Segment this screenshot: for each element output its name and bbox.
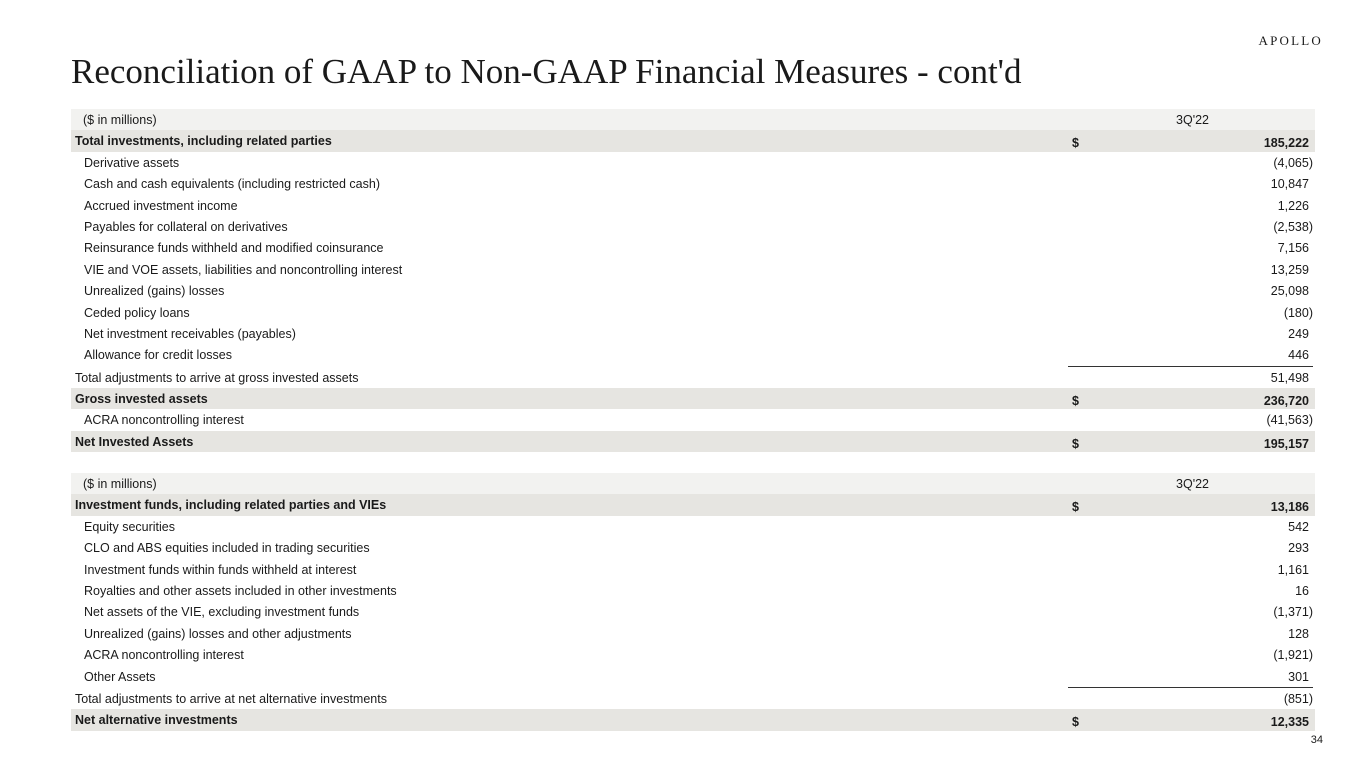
table-row-derivative-assets <box>71 152 1315 173</box>
table-row-accrued-investment-income <box>71 195 1315 216</box>
row-value: 542 <box>1288 519 1309 534</box>
row-value: (2,538) <box>1273 219 1313 234</box>
table-row-cash-and-cash-equivalents-including-restricted-cash <box>71 173 1315 194</box>
table-row-reinsurance-funds-withheld-and-modified-coinsurance <box>71 237 1315 258</box>
table-row-acra-noncontrolling-interest <box>71 409 1315 430</box>
table-row-other-assets <box>71 666 1315 687</box>
currency-symbol: $ <box>1072 500 1079 515</box>
row-label: Accrued investment income <box>84 198 238 213</box>
table-header-row <box>71 473 1315 494</box>
unit-label: ($ in millions) <box>83 113 157 127</box>
table-row-vie-and-voe-assets-liabilities-and-noncontrolling-interest <box>71 259 1315 280</box>
table-row-investment-funds-including-related-parties-and-vies <box>71 494 1315 515</box>
row-value: (41,563) <box>1266 413 1313 428</box>
row-value: (1,921) <box>1273 648 1313 663</box>
table-body <box>71 494 1315 730</box>
row-value: 1,161 <box>1277 562 1309 577</box>
table-row-payables-for-collateral-on-derivatives <box>71 216 1315 237</box>
row-label: Total adjustments to arrive at gross invested assets <box>75 370 359 385</box>
row-value: (1,371) <box>1273 605 1313 620</box>
row-label: Payables for collateral on derivatives <box>84 219 288 234</box>
row-value: 128 <box>1288 626 1309 641</box>
currency-symbol: $ <box>1072 436 1079 451</box>
row-value: 16 <box>1295 583 1309 598</box>
table-row-unrealized-gains-losses <box>71 280 1315 301</box>
row-label: ACRA noncontrolling interest <box>84 648 244 663</box>
table-row-total-adjustments-to-arrive-at-net-alternative-investments <box>71 688 1315 709</box>
row-label: Ceded policy loans <box>84 305 190 320</box>
row-label: Derivative assets <box>84 155 180 170</box>
row-label: Gross invested assets <box>75 392 208 407</box>
currency-symbol: $ <box>1072 394 1079 409</box>
period-header: 3Q'22 <box>1176 477 1209 491</box>
row-value: 249 <box>1288 326 1309 341</box>
row-value: 13,259 <box>1270 262 1309 277</box>
row-value: (4,065) <box>1273 155 1313 170</box>
table-header-row <box>71 109 1315 130</box>
page-number: 34 <box>1310 734 1323 746</box>
row-value: 1,226 <box>1277 198 1309 213</box>
apollo-logo: APOLLO <box>1258 33 1323 48</box>
row-label: Other Assets <box>84 669 156 684</box>
table-row-total-adjustments-to-arrive-at-gross-invested-assets <box>71 367 1315 388</box>
row-label: CLO and ABS equities included in trading securities <box>84 541 370 556</box>
page-title: Reconciliation of GAAP to Non-GAAP Financial Measures - cont'd <box>71 52 1022 91</box>
row-label: Cash and cash equivalents (including restricted cash) <box>84 177 380 192</box>
table-row-clo-and-abs-equities-included-in-trading-securities <box>71 537 1315 558</box>
row-label: Reinsurance funds withheld and modified coinsurance <box>84 241 384 256</box>
row-value: 446 <box>1288 348 1309 363</box>
row-value: 12,335 <box>1270 715 1309 730</box>
row-label: Investment funds, including related parties and VIEs <box>75 498 387 513</box>
row-value: 25,098 <box>1270 284 1309 299</box>
table-body <box>71 130 1315 452</box>
row-value: (851) <box>1283 691 1313 706</box>
row-label: Total adjustments to arrive at net alternative investments <box>75 691 387 706</box>
table-row-net-alternative-investments <box>71 709 1315 730</box>
row-value: 7,156 <box>1277 241 1309 256</box>
table-row-net-invested-assets <box>71 431 1315 452</box>
row-label: VIE and VOE assets, liabilities and noncontrolling interest <box>84 262 403 277</box>
row-label: Net assets of the VIE, excluding investment funds <box>84 605 360 620</box>
row-value: 293 <box>1288 541 1309 556</box>
table-row-allowance-for-credit-losses <box>71 344 1315 365</box>
table-row-ceded-policy-loans <box>71 302 1315 323</box>
row-label: Investment funds within funds withheld at interest <box>84 562 357 577</box>
table-row-investment-funds-within-funds-withheld-at-interest <box>71 559 1315 580</box>
table-row-net-investment-receivables-payables <box>71 323 1315 344</box>
row-value: 13,186 <box>1270 500 1309 515</box>
row-value: 51,498 <box>1270 370 1309 385</box>
row-value: 236,720 <box>1263 394 1309 409</box>
row-label: ACRA noncontrolling interest <box>84 413 244 428</box>
row-label: Net Invested Assets <box>75 434 194 449</box>
table-row-royalties-and-other-assets-included-in-other-investments <box>71 580 1315 601</box>
table-row-acra-noncontrolling-interest <box>71 644 1315 665</box>
row-label: Unrealized (gains) losses <box>84 284 225 299</box>
row-label: Net investment receivables (payables) <box>84 326 296 341</box>
row-value: 10,847 <box>1270 177 1309 192</box>
net-alternative-investments-table <box>71 473 1315 731</box>
table-row-net-assets-of-the-vie-excluding-investment-funds <box>71 601 1315 622</box>
period-header: 3Q'22 <box>1176 113 1209 127</box>
row-label: Total investments, including related parties <box>75 134 332 149</box>
row-label: Net alternative investments <box>75 713 238 728</box>
gross-invested-assets-table <box>71 109 1315 452</box>
row-value: 185,222 <box>1263 136 1309 151</box>
row-label: Allowance for credit losses <box>84 348 232 363</box>
table-row-unrealized-gains-losses-and-other-adjustments <box>71 623 1315 644</box>
row-value: (180) <box>1283 305 1313 320</box>
row-label: Unrealized (gains) losses and other adjustments <box>84 626 352 641</box>
table-row-gross-invested-assets <box>71 388 1315 409</box>
row-label: Equity securities <box>84 519 176 534</box>
currency-symbol: $ <box>1072 136 1079 151</box>
unit-label: ($ in millions) <box>83 477 157 491</box>
row-value: 301 <box>1288 669 1309 684</box>
row-label: Royalties and other assets included in other investments <box>84 583 397 598</box>
currency-symbol: $ <box>1072 715 1079 730</box>
table-row-total-investments-including-related-parties <box>71 130 1315 151</box>
table-row-equity-securities <box>71 516 1315 537</box>
row-value: 195,157 <box>1263 436 1309 451</box>
